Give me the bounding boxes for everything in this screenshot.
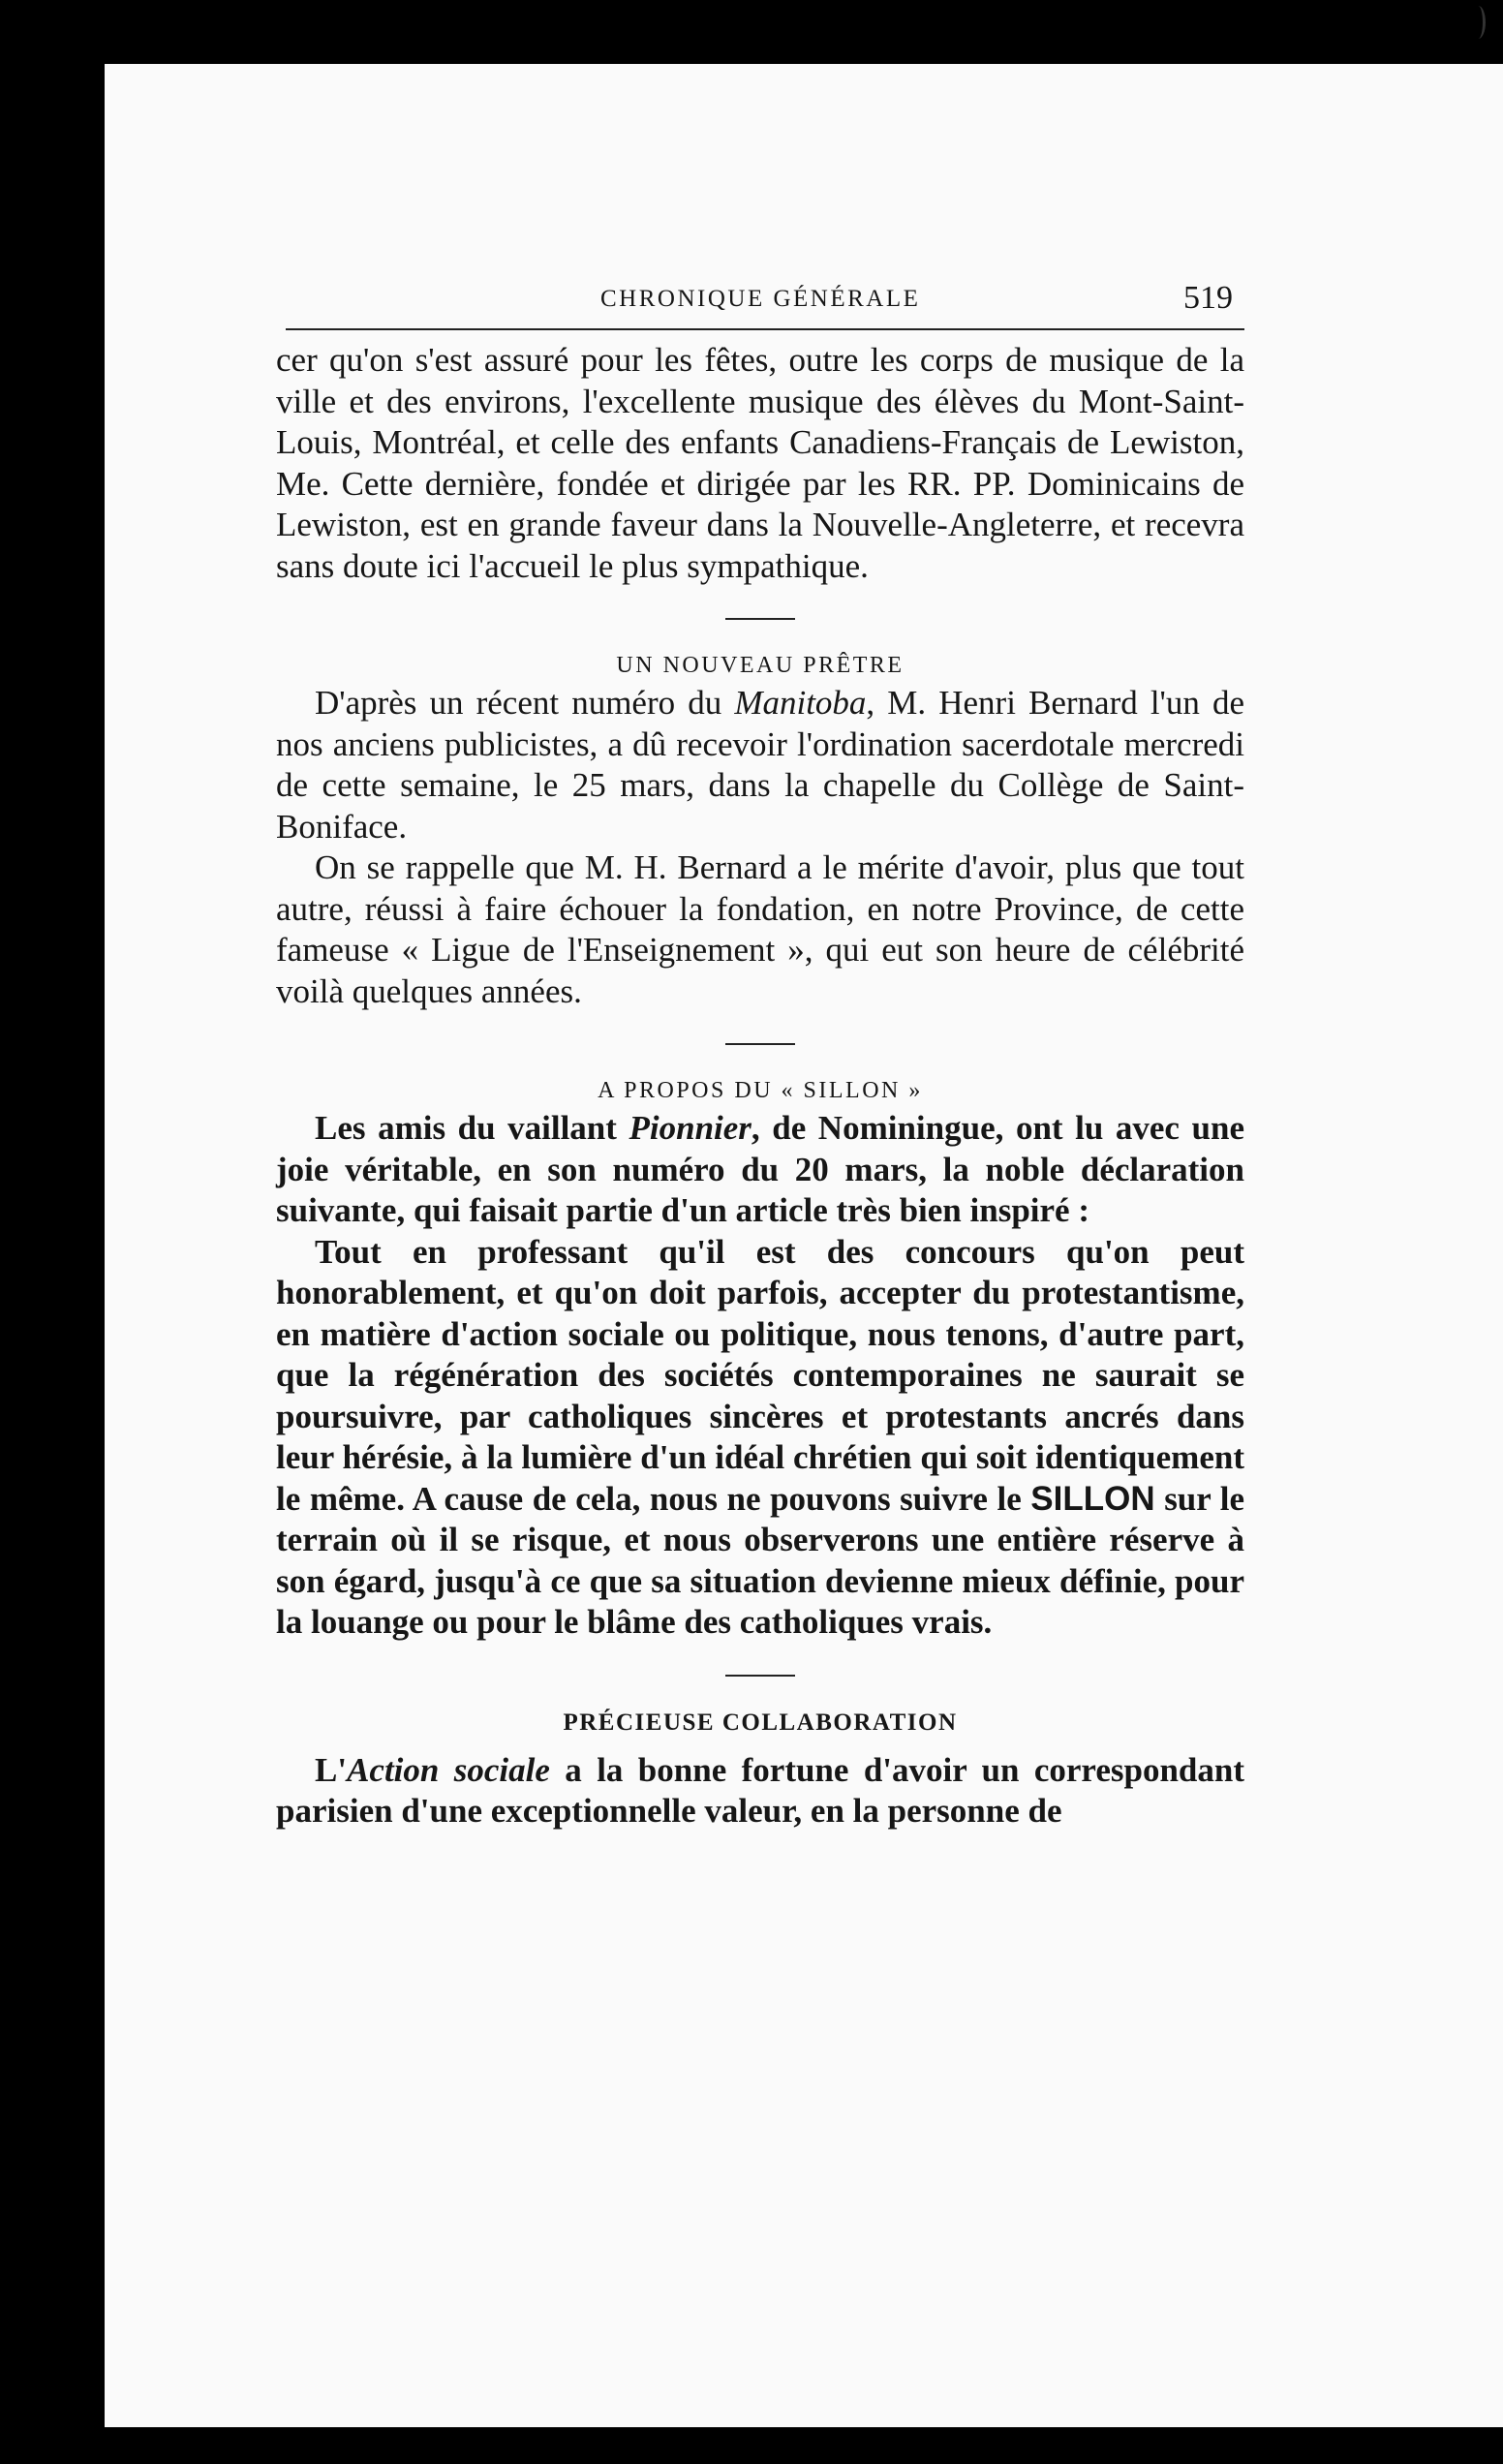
section3-paragraph-1: L'Action sociale a la bonne fortune d'avoir un correspondant parisien d'une exceptionnelle valeur, en la personne de bbox=[276, 1750, 1244, 1830]
section-heading-sillon: A PROPOS DU « SILLON » bbox=[598, 1078, 923, 1103]
newspaper-title-manitoba: Manitoba bbox=[734, 684, 867, 722]
section2-body bbox=[276, 1108, 1244, 1644]
section2-paragraph-1: Les amis du vaillant Pionnier, de Nominingue, ont lu avec une joie véritable, en son numéro du 20 mars, la noble déclaration suivante, qui faisait partie d'un article très bien inspiré : bbox=[276, 1109, 1244, 1229]
section1-paragraph-2: On se rappelle que M. H. Bernard a le mérite d'avoir, plus que tout autre, réussi à faire échouer la fondation, en notre Province, de cette fameuse « Ligue de l'Enseignement », qui eut son heure de célébrité voilà quelques années. bbox=[276, 848, 1244, 1010]
section-heading-collaboration: PRÉCIEUSE COLLABORATION bbox=[563, 1709, 958, 1736]
newspaper-title-action-sociale: Action sociale bbox=[347, 1750, 550, 1789]
section-divider bbox=[725, 618, 795, 620]
page-text-block bbox=[276, 280, 1245, 1833]
scan-dark-border bbox=[0, 0, 102, 2464]
section3-body bbox=[276, 1750, 1244, 1833]
header-rule bbox=[286, 328, 1244, 330]
section-divider bbox=[725, 1675, 795, 1677]
section1-paragraph-1: D'après un récent numéro du Manitoba, M. Henri Bernard l'un de nos anciens publicistes, a dû recevoir l'ordination sacerdotale mercredi de cette semaine, le 25 mars, dans la chapelle du Collège de Saint-Boniface. bbox=[276, 684, 1244, 846]
section-divider bbox=[725, 1043, 795, 1045]
running-head bbox=[276, 280, 1244, 326]
running-title: CHRONIQUE GÉNÉRALE bbox=[600, 286, 921, 312]
newspaper-title-pionnier: Pionnier bbox=[629, 1109, 752, 1147]
page-number: 519 bbox=[1183, 280, 1233, 316]
sillon-emphasis: SILLON bbox=[1030, 1479, 1155, 1518]
intro-paragraph: cer qu'on s'est assuré pour les fêtes, outre les corps de musique de la ville et des environs, l'excellente musique des élèves du Mont-Saint-Louis, Montréal, et celle des enfants Canadiens-Français de Lewiston, Me. Cette dernière, fondée et dirigée par les RR. PP. Dominicains de Lewiston, est en grande faveur dans la Nouvelle-Angleterre, et recevra sans doute ici l'accueil le plus sympathique. bbox=[276, 341, 1244, 585]
section2-quotation: Tout en professant qu'il est des concours qu'on peut honorablement, et qu'on doit parfois, accepter du protestantisme, en matière d'action sociale ou politique, nous tenons, d'autre part, que la régénération des sociétés contemporaines ne saurait se poursuivre, par catholiques sincères et protestants ancrés dans leur hérésie, à la lumière d'un idéal chrétien qui soit identiquement le même. A cause de cela, nous ne pouvons suivre le SILLON sur le terrain où il se risque, et nous observerons une entière réserve à son égard, jusqu'à ce que sa situation devienne mieux définie, pour la louange ou pour le blâme des catholiques vrais. bbox=[276, 1232, 1245, 1641]
section-heading-nouveau-pretre: UN NOUVEAU PRÊTRE bbox=[616, 653, 905, 678]
scan-artifact-mark bbox=[1471, 6, 1486, 39]
